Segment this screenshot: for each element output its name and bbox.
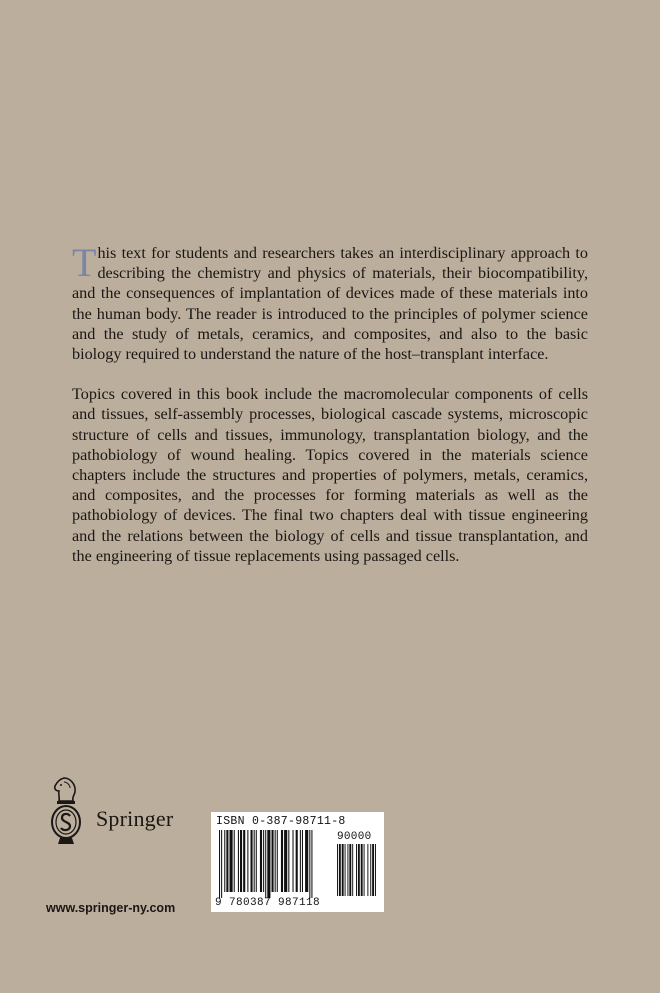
barcode-bar bbox=[243, 830, 245, 892]
barcode-bar bbox=[293, 830, 294, 892]
price-code: 90000 bbox=[337, 831, 372, 843]
barcode-bar bbox=[361, 844, 363, 896]
barcode-bar bbox=[342, 844, 344, 896]
barcode-bar bbox=[309, 830, 310, 898]
barcode-bar bbox=[367, 844, 368, 896]
barcode-bar bbox=[302, 830, 303, 892]
publisher-logo bbox=[46, 776, 216, 856]
barcode-bar bbox=[349, 844, 351, 896]
isbn-number: ISBN 0-387-98711-8 bbox=[216, 815, 346, 828]
barcode-bar bbox=[281, 830, 283, 892]
barcode-bar bbox=[300, 830, 301, 892]
barcode-bar bbox=[267, 830, 270, 898]
barcode-bar bbox=[370, 844, 371, 896]
barcode-bar bbox=[260, 830, 262, 892]
barcode-bar bbox=[358, 844, 360, 896]
barcode-bar bbox=[337, 844, 338, 896]
barcode-bar bbox=[311, 830, 312, 898]
barcode-bar bbox=[356, 844, 357, 896]
dropcap-letter: T bbox=[72, 240, 97, 285]
barcode-bar bbox=[352, 844, 353, 896]
ean-number: 9 780387 987118 bbox=[215, 897, 321, 909]
blurb-paragraph-2: Topics covered in this book include the macromolecular components of cells and tissues, self-assembly processes, biological cascade systems, microscopic structure of cells and tissues, immunology, transplantation biology, and the pathobiology of wound healing. Topics covered in the materials science chapters include the structures and properties of polymers, metals, ceramics, and composites, and the processes for forming materials as well as the pathobiology of devices. The final two chapters deal with tissue engineering and the relations between the biology of cells and tissue transplantation, and the engineering of tissue replacements using passaged cells. bbox=[72, 385, 588, 565]
barcode-bar bbox=[296, 830, 298, 892]
barcode-bar bbox=[277, 830, 278, 892]
barcode-bar bbox=[219, 830, 220, 898]
barcode-bar bbox=[251, 830, 253, 892]
barcode-bar bbox=[224, 830, 225, 892]
barcode-bar bbox=[238, 830, 239, 892]
barcode-bar bbox=[247, 830, 248, 892]
barcode-bar bbox=[372, 844, 374, 896]
barcode-bar bbox=[254, 830, 255, 892]
isbn-barcode bbox=[211, 812, 384, 912]
barcode-bar bbox=[240, 830, 242, 892]
barcode-bar bbox=[339, 844, 341, 896]
barcode-bar bbox=[265, 830, 266, 898]
back-cover-blurb bbox=[72, 240, 588, 566]
barcode-bar bbox=[284, 830, 287, 892]
barcode-bar bbox=[234, 830, 235, 892]
barcode-bar bbox=[364, 844, 365, 896]
barcode-bar bbox=[345, 844, 346, 896]
publisher-website: www.springer-ny.com bbox=[46, 901, 176, 915]
barcode-bar bbox=[375, 844, 376, 896]
publisher-name: Springer bbox=[96, 806, 174, 831]
blurb-paragraph-1-text: his text for students and researchers takes an interdisciplinary approach to describing the chemistry and physics of materials, their biocompatibility, and the consequences of implantation of devices made of these materials into the human body. The reader is introduced to the principles of polymer science and the study of metals, ceramics, and composites, and also to the basic biology required to understand the nature of the host–transplant interface. bbox=[72, 244, 588, 364]
barcode-bar bbox=[288, 830, 289, 892]
chess-knight-icon bbox=[46, 776, 86, 848]
barcode-bar bbox=[275, 830, 276, 892]
barcode-bar bbox=[305, 830, 308, 892]
barcode-bar bbox=[347, 844, 348, 896]
barcode-bar bbox=[256, 830, 257, 892]
barcode-bar bbox=[263, 830, 264, 892]
barcode-bar bbox=[226, 830, 228, 892]
blurb-paragraph-1 bbox=[72, 240, 588, 364]
barcode-bar bbox=[272, 830, 274, 892]
barcode-bar bbox=[221, 830, 222, 898]
addon-barcode-bars bbox=[337, 844, 379, 896]
ean-barcode-bars bbox=[219, 830, 331, 898]
barcode-bar bbox=[230, 830, 233, 892]
